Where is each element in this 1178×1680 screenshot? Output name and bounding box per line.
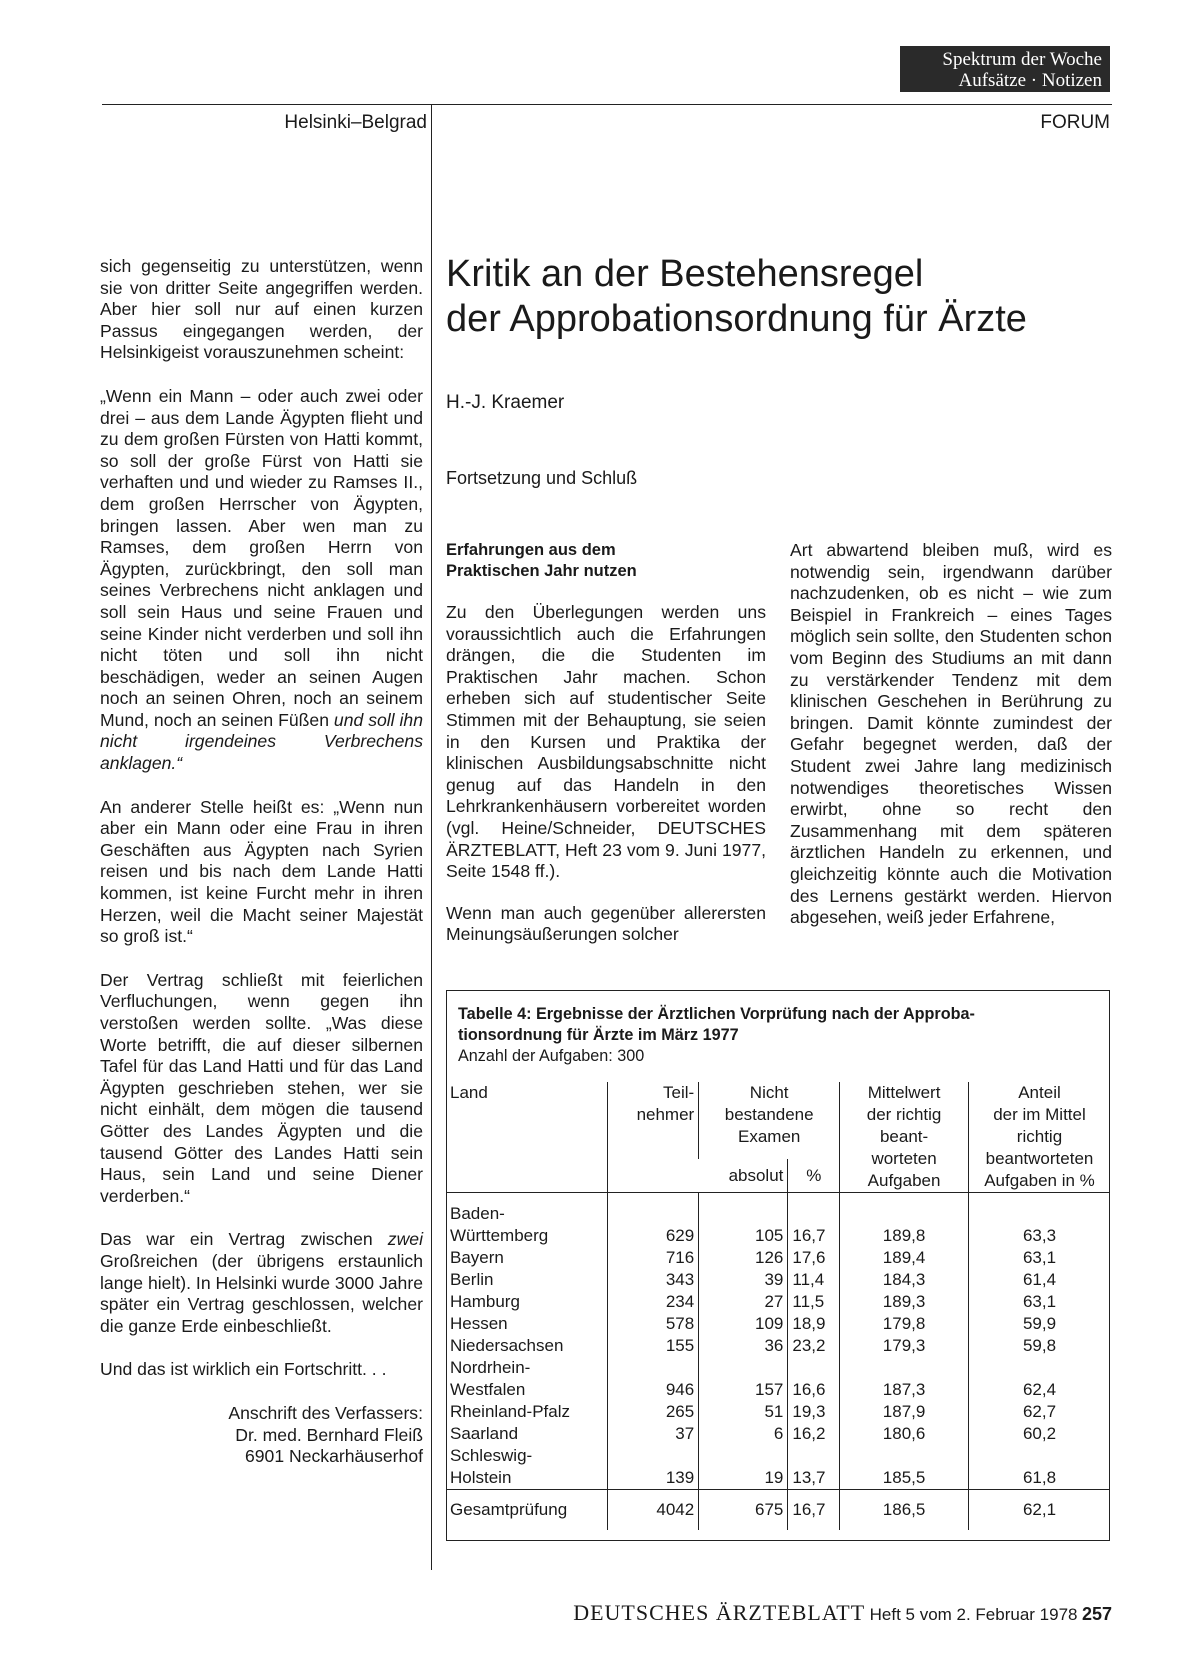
cell-mittelwert: 179,3 [840, 1335, 969, 1357]
running-head-left: Helsinki–Belgrad [284, 112, 427, 133]
cell-land: Hessen [450, 1314, 508, 1333]
cell-mittelwert: 184,3 [840, 1269, 969, 1291]
cell-anteil: 63,1 [968, 1291, 1110, 1313]
header-mittelwert [840, 1082, 969, 1193]
h-ant-3: richtig [1016, 1127, 1063, 1146]
middle-paragraph-2: Wenn man auch gegenüber allerersten Meinungsäußerungen solcher [446, 902, 766, 945]
column-divider [431, 104, 432, 1570]
subheading-line-2: Praktischen Jahr nutzen [446, 562, 637, 580]
cell-land-prefix: Schleswig- [450, 1446, 533, 1465]
cell-total-absolut: 675 [699, 1490, 788, 1530]
left-paragraph-2 [100, 386, 423, 775]
table-total-row [446, 1490, 1110, 1530]
article-author: H.-J. Kraemer [446, 392, 565, 413]
p5-text-b: Großreichen (der übrigens erstaunlich lange hielt). In Helsinki wurde 3000 Jahre später ein Vertrag geschlossen, welcher die ganze Erde einbeschließt. [100, 1250, 423, 1336]
cell-absolut: 19 [699, 1467, 788, 1490]
cell-anteil: 63,1 [968, 1247, 1110, 1269]
table-row [446, 1269, 1110, 1291]
cell-anteil: 63,3 [968, 1225, 1110, 1247]
cell-teilnehmer: 629 [607, 1225, 698, 1247]
table-row [446, 1313, 1110, 1335]
cell-prozent: 17,6 [788, 1247, 840, 1269]
cell-prozent: 11,5 [788, 1291, 840, 1313]
title-line-1: Kritik an der Bestehensregel [446, 253, 924, 295]
section-badge-line2: Aufsätze · Notizen [958, 70, 1102, 91]
left-paragraph-4: Der Vertrag schließt mit feierlichen Verfluchungen, wenn gegen ihn verstoßen werden sollte. „Was diese Worte betrifft, die auf dieser silbernen Tafel für das Land Hatti und für das Land Ägypten geschrieben stehen, wer sie nicht einhält, dem mögen die tausend Götter des Landes Ägypten und die tausend Götter des Landes Hatti sein Haus, sein Land und seine Diener verderben.“ [100, 969, 423, 1206]
cell-land: Holstein [450, 1468, 512, 1487]
cell-anteil: 60,2 [968, 1423, 1110, 1445]
cell-mittelwert: 189,3 [840, 1291, 969, 1313]
cell-prozent: 11,4 [788, 1269, 840, 1291]
cell-land: Berlin [450, 1270, 494, 1289]
cell-prozent: 16,2 [788, 1423, 840, 1445]
running-head-right: FORUM [1040, 112, 1110, 133]
cell-mittelwert: 187,3 [840, 1379, 969, 1401]
h-teil-2: nehmer [636, 1105, 695, 1124]
header-rule [102, 104, 1112, 105]
cell-total-anteil: 62,1 [968, 1490, 1110, 1530]
cell-teilnehmer: 265 [607, 1401, 698, 1423]
cell-land: Niedersachsen [450, 1336, 564, 1355]
cell-land: Saarland [450, 1424, 519, 1443]
h-ant-1: Anteil [1018, 1083, 1061, 1102]
quote-italic: und soll ihn nicht irgendeines Verbrechens anklagen.“ [100, 709, 423, 774]
article-title [446, 252, 1106, 342]
cell-prozent: 16,6 [788, 1379, 840, 1401]
cell-total-land: Gesamtprüfung [446, 1490, 607, 1530]
cell-mittelwert: 187,9 [840, 1401, 969, 1423]
h-mit-4: worteten [871, 1149, 937, 1168]
cell-prozent: 13,7 [788, 1467, 840, 1490]
table-header-row [446, 1082, 1110, 1159]
author-address-label: Anschrift des Verfassers: [228, 1402, 423, 1423]
table-caption [458, 1004, 1098, 1067]
table-row [446, 1247, 1110, 1269]
cell-land: Hamburg [450, 1292, 520, 1311]
table-row-label-prefix [446, 1357, 1110, 1379]
h-nicht-1: Nicht [749, 1083, 789, 1102]
h-ant-5: Aufgaben in % [984, 1171, 1095, 1190]
footer-publication: DEUTSCHES ÄRZTEBLATT [573, 1600, 866, 1625]
page-footer [480, 1600, 1112, 1626]
footer-issue: Heft 5 vom 2. Februar 1978 [869, 1605, 1078, 1624]
cell-teilnehmer: 139 [607, 1467, 698, 1490]
cell-mittelwert: 179,8 [840, 1313, 969, 1335]
caption-subtitle: Anzahl der Aufgaben: 300 [458, 1047, 645, 1065]
subheading-line-1: Erfahrungen aus dem [446, 541, 616, 559]
table-row [446, 1291, 1110, 1313]
middle-paragraph-1: Zu den Überlegungen werden uns voraussichtlich auch die Erfahrungen drängen, die die Studenten im Praktischen Jahr machen. Schon erheben sich auf studentischer Seite Stimmen mit der Behauptung, sie seien in den Kursen und Praktika der klinischen Ausbildungsabschnitte nicht genug auf das Handeln in den Lehrkrankenhäusern vorbereitet worden (vgl. Heine/Schneider, DEUTSCHES ÄRZTEBLATT, Heft 23 vom 9. Juni 1977, Seite 1548 ff.). [446, 602, 766, 882]
cell-mittelwert: 180,6 [840, 1423, 969, 1445]
cell-land-prefix: Nordrhein- [450, 1358, 531, 1377]
cell-land-prefix: Baden- [446, 1193, 607, 1226]
cell-teilnehmer: 578 [607, 1313, 698, 1335]
author-address-name: Dr. med. Bernhard Fleiß [235, 1424, 423, 1445]
left-paragraph-3: An anderer Stelle heißt es: „Wenn nun aber ein Mann oder eine Frau in ihren Geschäften aus Ägypten nach Syrien reisen und bis nach dem Lande Hatti kommen, ist keine Furcht mehr in ihren Herzen, weil die Macht seiner Majestät so groß ist.“ [100, 796, 423, 947]
section-badge-line1: Spektrum der Woche [942, 49, 1102, 70]
cell-anteil: 59,9 [968, 1313, 1110, 1335]
table-row [446, 1225, 1110, 1247]
table-row [446, 1423, 1110, 1445]
cell-absolut: 39 [699, 1269, 788, 1291]
cell-mittelwert: 189,4 [840, 1247, 969, 1269]
header-prozent: % [788, 1159, 840, 1192]
cell-land: Bayern [450, 1248, 504, 1267]
quote-text: „Wenn ein Mann – oder auch zwei oder drei – aus dem Lande Ägypten flieht und zu dem großen Fürsten von Hatti kommt, so soll der große Fürst von Hatti sie verhaften und und wieder zu Ramses II., dem großen Herrscher von Ägypten, bringen lassen. Aber wen man zu Ramses, dem großen Herrn von Ägypten, zurückbringt, den soll man seines Verbrechens nicht anklagen und soll sein Haus und seine Frauen und seine Kinder nicht verderben und soll ihn nicht töten und soll ihn nicht beschädigen, weder an seinen Augen noch an seinen Ohren, noch an seinem Mund, noch an seinen Füßen [100, 385, 423, 730]
cell-anteil: 62,7 [968, 1401, 1110, 1423]
middle-column [446, 540, 766, 966]
cell-land: Rheinland-Pfalz [450, 1402, 571, 1421]
cell-absolut: 126 [699, 1247, 788, 1269]
cell-absolut: 6 [699, 1423, 788, 1445]
table-row-label-prefix [446, 1193, 1110, 1226]
left-paragraph-6: Und das ist wirklich ein Fortschritt. . . [100, 1359, 387, 1380]
cell-mittelwert: 189,8 [840, 1225, 969, 1247]
cell-teilnehmer: 37 [607, 1423, 698, 1445]
cell-absolut: 36 [699, 1335, 788, 1357]
continuation-note: Fortsetzung und Schluß [446, 468, 638, 488]
table-row [446, 1467, 1110, 1490]
header-anteil [968, 1082, 1110, 1193]
right-paragraph-1: Art abwartend bleiben muß, wird es notwendig sein, irgendwann darüber nachzudenken, ob es nicht – wie zum Beispiel in Frankreich – eines Tages möglich sein sollte, den Studenten schon vom Beginn des Studiums an mit dann zu verstärkender Tendenz mit dem klinischen Geschehen in Berührung zu bringen. Damit könnte zumindest der Gefahr begegnet werden, daß der Student zwei Jahre lang medizinisch notwendiges theoretisches Wissen erwirbt, ohne so recht den Zusammenhang mit dem späteren ärztlichen Handeln zu erkennen, und gleichzeitig könnte auch die Motivation des Lernens gestärkt werden. Hiervon abgesehen, weiß jeder Erfahrene, [790, 540, 1112, 928]
h-mit-3: beant- [879, 1127, 929, 1146]
header-nicht-bestanden [699, 1082, 840, 1159]
header-teilnehmer [607, 1082, 698, 1193]
footer-page-number: 257 [1081, 1604, 1112, 1624]
title-line-2: der Approbationsordnung für Ärzte [446, 298, 1027, 340]
caption-line-2: tionsordnung für Ärzte im März 1977 [458, 1026, 739, 1044]
cell-teilnehmer: 234 [607, 1291, 698, 1313]
p5-text-a: Das war ein Vertrag zwischen [100, 1229, 388, 1250]
header-absolut: absolut [728, 1166, 784, 1186]
h-ant-4: beantworteten [985, 1149, 1094, 1168]
header-land-text: Land [450, 1083, 488, 1102]
cell-absolut: 105 [699, 1225, 788, 1247]
h-mit-5: Aufgaben [867, 1171, 941, 1190]
left-paragraph-5 [100, 1229, 423, 1337]
cell-absolut: 27 [699, 1291, 788, 1313]
left-paragraph-1: sich gegenseitig zu unterstützen, wenn sie von dritter Seite angegriffen werden. Aber hier soll nur auf einen kurzen Passus eingegangen werden, der Helsinkigeist vorauszunehmen scheint: [100, 256, 423, 363]
left-column [100, 256, 423, 1468]
table-body [446, 1193, 1110, 1530]
results-table [446, 1082, 1110, 1530]
cell-absolut: 51 [699, 1401, 788, 1423]
cell-teilnehmer: 716 [607, 1247, 698, 1269]
h-nicht-3: Examen [737, 1127, 801, 1146]
header-land [446, 1082, 607, 1193]
cell-teilnehmer: 946 [607, 1379, 698, 1401]
cell-prozent: 19,3 [788, 1401, 840, 1423]
cell-anteil: 61,8 [968, 1467, 1110, 1490]
table-row [446, 1335, 1110, 1357]
section-badge [900, 46, 1110, 92]
cell-land: Württemberg [450, 1226, 549, 1245]
cell-prozent: 23,2 [788, 1335, 840, 1357]
cell-anteil: 62,4 [968, 1379, 1110, 1401]
author-address-place: 6901 Neckarhäuserhof [244, 1446, 423, 1467]
cell-anteil: 61,4 [968, 1269, 1110, 1291]
cell-absolut: 157 [699, 1379, 788, 1401]
cell-teilnehmer: 155 [607, 1335, 698, 1357]
h-teil-1: Teil- [663, 1083, 695, 1102]
cell-prozent: 18,9 [788, 1313, 840, 1335]
h-ant-2: der im Mittel [993, 1105, 1086, 1124]
p5-italic: zwei [387, 1229, 423, 1250]
table-row [446, 1401, 1110, 1423]
subheading [446, 540, 766, 582]
cell-total-prozent: 16,7 [788, 1490, 840, 1530]
cell-mittelwert: 185,5 [840, 1467, 969, 1490]
h-nicht-2: bestandene [724, 1105, 814, 1124]
cell-land: Westfalen [450, 1380, 526, 1399]
right-column [790, 540, 1112, 929]
caption-line-1: Tabelle 4: Ergebnisse der Ärztlichen Vorprüfung nach der Approba- [458, 1005, 975, 1023]
table-row-label-prefix [446, 1445, 1110, 1467]
h-mit-1: Mittelwert [867, 1083, 941, 1102]
cell-absolut: 109 [699, 1313, 788, 1335]
cell-total-teilnehmer: 4042 [607, 1490, 698, 1530]
cell-anteil: 59,8 [968, 1335, 1110, 1357]
h-mit-2: der richtig [866, 1105, 942, 1124]
cell-teilnehmer: 343 [607, 1269, 698, 1291]
cell-total-mittelwert: 186,5 [840, 1490, 969, 1530]
cell-prozent: 16,7 [788, 1225, 840, 1247]
table-row [446, 1379, 1110, 1401]
